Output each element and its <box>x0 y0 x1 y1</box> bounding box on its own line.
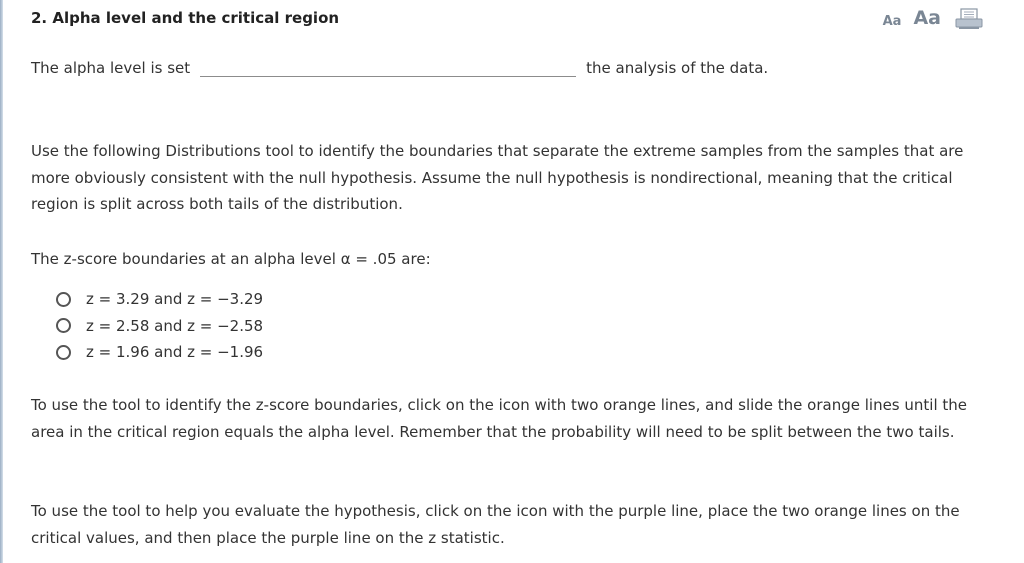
option-label: z = 1.96 and z = −1.96 <box>86 343 264 362</box>
question-page <box>31 0 991 563</box>
left-edge-bar <box>0 0 3 563</box>
option-label: z = 3.29 and z = −3.29 <box>86 290 264 309</box>
distribution-instructions: Use the following Distributions tool to identify the boundaries that separate the extreme samples from the samples that are more obviously consistent with the null hypothesis. Assume the null hypothesis is nondirectional, meaning that the critical region is split across both tails of the distribution. <box>31 142 964 213</box>
tool-instructions-hypothesis: To use the tool to help you evaluate the hypothesis, click on the icon with the purple line, place the two orange lines on the critical values, and then place the purple line on the z statistic. <box>31 502 960 547</box>
decrease-font-button[interactable]: Aa <box>882 13 902 29</box>
sentence-after: the analysis of the data. <box>586 59 769 77</box>
question-prompt: The z-score boundaries at an alpha level α = .05 are: <box>31 250 431 268</box>
radio-button[interactable] <box>56 292 71 307</box>
option-z-1-96[interactable] <box>56 339 263 366</box>
radio-button[interactable] <box>56 318 71 333</box>
answer-options <box>56 286 263 366</box>
tool-instructions-boundaries: To use the tool to identify the z-score boundaries, click on the icon with two orange lines, and slide the orange lines until the area in the critical region equals the alpha level. Remember that the probability will need to be split between the two tails. <box>31 396 968 441</box>
question-title: 2. Alpha level and the critical region <box>31 9 340 27</box>
sentence-before: The alpha level is set <box>31 59 191 77</box>
radio-button[interactable] <box>56 345 71 360</box>
print-icon[interactable] <box>955 8 983 30</box>
increase-font-button[interactable]: Aa <box>913 7 941 29</box>
font-size-controls <box>883 6 983 30</box>
option-z-2-58[interactable] <box>56 313 263 340</box>
alpha-sentence <box>31 52 768 77</box>
alpha-timing-dropdown[interactable] <box>200 56 576 77</box>
option-z-3-29[interactable] <box>56 286 263 313</box>
option-label: z = 2.58 and z = −2.58 <box>86 316 264 335</box>
